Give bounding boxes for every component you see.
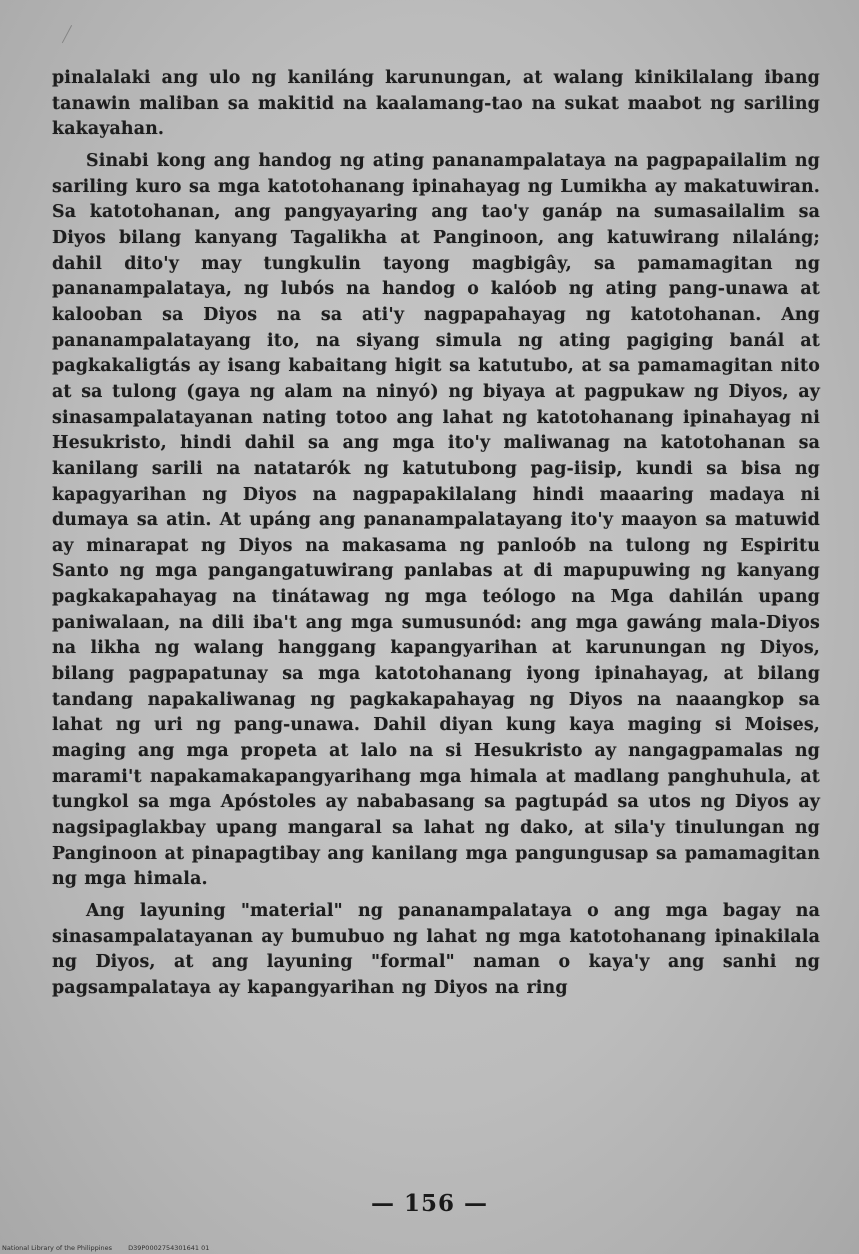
page-body: [52, 66, 820, 1002]
footer-source: National Library of the Philippines: [2, 1244, 113, 1252]
paragraph-material-formal: Ang layuning "material" ng pananampalataya o ang mga bagay na sinasampalatayanan ay bumubuo ng lahat ng mga katotohanang ipinakilala ng Diyos, at ang layuning "formal" naman o kaya'y ang sanhi ng pagsampalataya ay kapangyarihan ng Diyos na ring: [52, 901, 820, 998]
page-number: — 156 —: [370, 1190, 489, 1217]
paragraph-faith-offering: Sinabi kong ang handog ng ating pananampalataya na pagpapailalim ng sariling kuro sa mga katotohanang ipinahayag ng Lumikha ay makatuwiran. Sa katotohanan, ang pangyayaring ang tao'y ganáp na sumasailalim sa Diyos bilang kanyang Tagalikha at Panginoon, ang katuwirang nilaláng; dahil dito'y may tungkulin tayong magbigây, sa pamamagitan ng pananampalataya, ng lubós na handog o kalóob ng ating pang-unawa at kalooban sa Diyos na sa ati'y nagpapahayag ng katotohanan. Ang pananampalatayang ito, na siyang simula ng ating pagiging banál at pagkakaligtás ay isang kabaitang higit sa katutubo, at sa pamamagitan nito at sa tulong (gaya ng alam na ninyó) ng biyaya at pagpukaw ng Diyos, ay sinasampalatayanan nating totoo ang lahat ng katotohanang ipinahayag ni Hesukristo, hindi dahil sa ang mga ito'y maliwanag na katotohanan sa kanilang sarili na natatarók ng katutubong pag-iisip, kundi sa bisa ng kapagyarihan ng Diyos na nagpapakilalang hindi maaaring madaya ni dumaya sa atin. At upáng ang pananampalatayang ito'y maayon sa matuwid ay minarapat ng Diyos na makasama ng panloób na tulong ng Espiritu Santo ng mga pangangatuwirang panlabas at di mapupuwing ng kanyang pagkakapahayag na tinátawag ng mga teólogo na Mga dahilán upang paniwalaan, na dili iba't ang mga sumusunód: ang mga gawáng mala-Diyos na likha ng walang hanggang kapangyarihan at karunungan ng Diyos, bilang pagpapatunay sa mga katotohanang iyong ipinahayag, at bilang tandang napakaliwanag ng pagkakapahayag ng Diyos na naaangkop sa lahat ng uri ng pang-unawa. Dahil diyan kung kaya maging si Moises, maging ang mga propeta at lalo na si Hesukristo ay nangagpamalas ng marami't napakamakapangyarihang mga himala at madlang panghuhula, at tungkol sa mga Apóstoles ay nababasang sa pagtupád sa utos ng Diyos ay nagsipaglakbay upang mangaral sa lahat ng dako, at sila'y tinulungan ng Panginoon at pinapagtibay ang kanilang mga pangungusap sa pamamagitan ng mga himala.: [52, 150, 820, 890]
paragraph-continuation: pinalalaki ang ulo ng kaniláng karunungan, at walang kinikilalang ibang tanawin maliban sa makitid na kaalamang-tao na sukat maabot ng sariling kakayahan.: [52, 68, 820, 140]
footer-code: D39P0002754301641 01: [128, 1244, 210, 1252]
scan-speck: [62, 25, 79, 47]
scan-footer: [2, 1244, 223, 1252]
